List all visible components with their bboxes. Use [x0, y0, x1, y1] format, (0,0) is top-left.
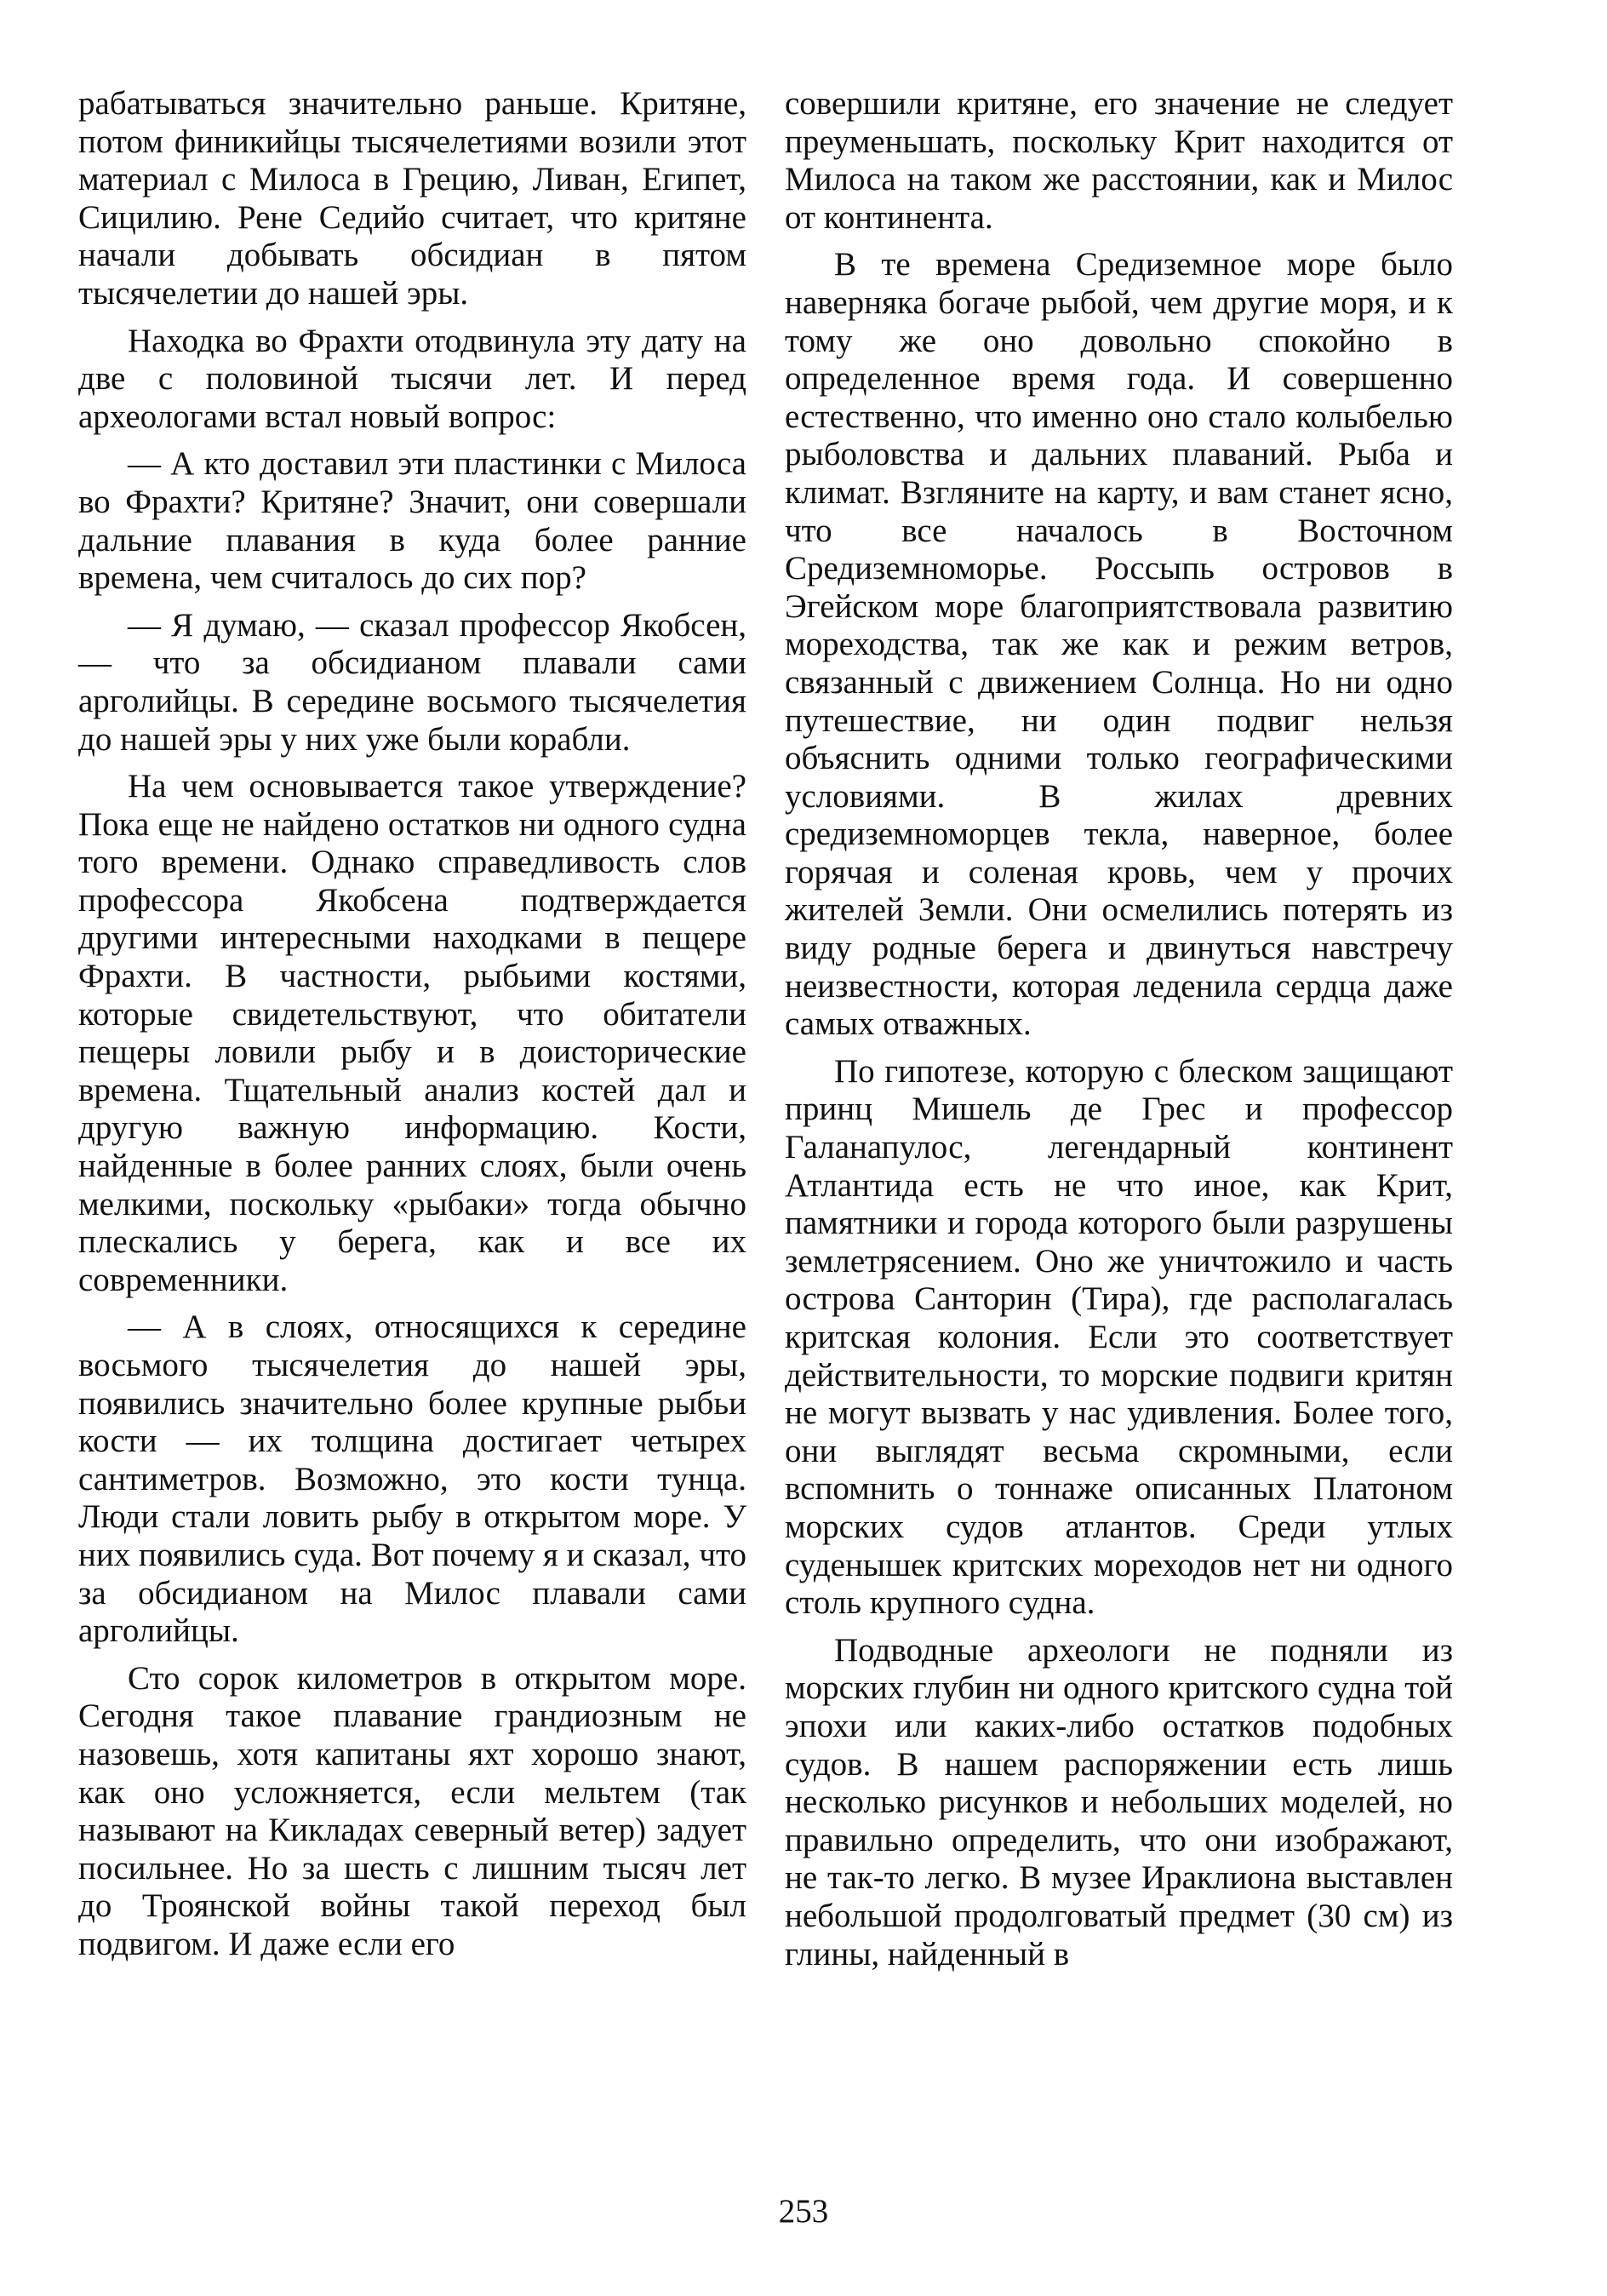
paragraph: — Я думаю, — сказал профессор Якобсен, — что за обсидианом плавали сами арголийцы. В середине восьмого тысячелетия до нашей эры у них уже были корабли. [78, 606, 746, 758]
paragraph: — А кто доставил эти пластинки с Милоса во Фрахти? Критяне? Значит, они совершали дальние плавания в куда более ранние времена, чем считалось до сих пор? [78, 445, 746, 597]
paragraph: рабатываться значительно раньше. Критяне, потом финикийцы тысячелетиями возили этот материал с Милоса в Грецию, Ливан, Египет, Сицилию. Рене Седийо считает, что критяне начали добывать обсидиан в пятом тысячелетии до нашей эры. [78, 85, 746, 312]
left-column [78, 85, 746, 1973]
paragraph: На чем основывается такое утверждение? Пока еще не найдено остатков ни одного судна того времени. Однако справедливость слов профессора Якобсена подтверждается другими интересными находками в пещере Фрахти. В частности, рыбьими костями, которые свидетельствуют, что обитатели пещеры ловили рыбу и в доисторические времена. Тщательный анализ костей дал и другую важную информацию. Кости, найденные в более ранних слоях, были очень мелкими, поскольку «рыбаки» тогда обычно плескались у берега, как и все их современники. [78, 768, 746, 1298]
paragraph: Сто сорок километров в открытом море. Сегодня такое плавание грандиозным не назовешь, хотя капитаны яхт хорошо знают, как оно усложняется, если мельтем (так называют на Кикладах северный ветер) задует посильнее. Но за шесть с лишним тысяч лет до Троянской войны такой переход был подвигом. И даже если его [78, 1659, 746, 1962]
paragraph: Подводные археологи не подняли из морских глубин ни одного критского судна той эпохи или каких-либо остатков подобных судов. В нашем распоряжении есть лишь несколько рисунков и небольших моделей, но правильно определить, что они изображают, не так-то легко. В музее Ираклиона выставлен небольшой продолговатый предмет (30 см) из глины, найденный в [785, 1631, 1453, 1972]
paragraph: Находка во Фрахти отодвинула эту дату на две с половиной тысячи лет. И перед археологами встал новый вопрос: [78, 322, 746, 435]
paragraph: — А в слоях, относящихся к середине восьмого тысячелетия до нашей эры, появились значительно более крупные рыбьи кости — их толщина достигает четырех сантиметров. Возможно, это кости тунца. Люди стали ловить рыбу в открытом море. У них появились суда. Вот почему я и сказал, что за обсидианом на Милос плавали сами арголийцы. [78, 1308, 746, 1650]
paragraph: совершили критяне, его значение не следует преуменьшать, поскольку Крит находится от Милоса на таком же расстоянии, как и Милос от континента. [785, 85, 1453, 236]
page-number: 253 [778, 2193, 829, 2230]
paragraph: В те времена Средиземное море было наверняка богаче рыбой, чем другие моря, и к тому же оно довольно спокойно в определенное время года. И совершенно естественно, что именно оно стало колыбелью рыболовства и дальних плаваний. Рыба и климат. Взгляните на карту, и вам станет ясно, что все началось в Восточном Средиземноморье. Россыпь островов в Эгейском море благоприятствовала развитию мореходства, так же как и режим ветров, связанный с движением Солнца. Но ни одно путешествие, ни один подвиг нельзя объяснить одними только географическими условиями. В жилах древних средиземноморцев текла, наверное, более горячая и соленая кровь, чем у прочих жителей Земли. Они осмелились потерять из виду родные берега и двинуться навстречу неизвестности, которая леденила сердца даже самых отважных. [785, 246, 1453, 1043]
paragraph: По гипотезе, которую с блеском защищают принц Мишель де Грес и профессор Галанапулос, легендарный континент Атлантида есть не что иное, как Крит, памятники и города которого были разрушены землетрясением. Оно же уничтожило и часть острова Санторин (Тира), где располагалась критская колония. Если это соответствует действительности, то морские подвиги критян не могут вызвать у нас удивления. Более того, они выглядят весьма скромными, если вспомнить о тоннаже описанных Платоном морских судов атлантов. Среди утлых суденышек критских мореходов нет ни одного столь крупного судна. [785, 1052, 1453, 1622]
right-column [785, 85, 1453, 1983]
